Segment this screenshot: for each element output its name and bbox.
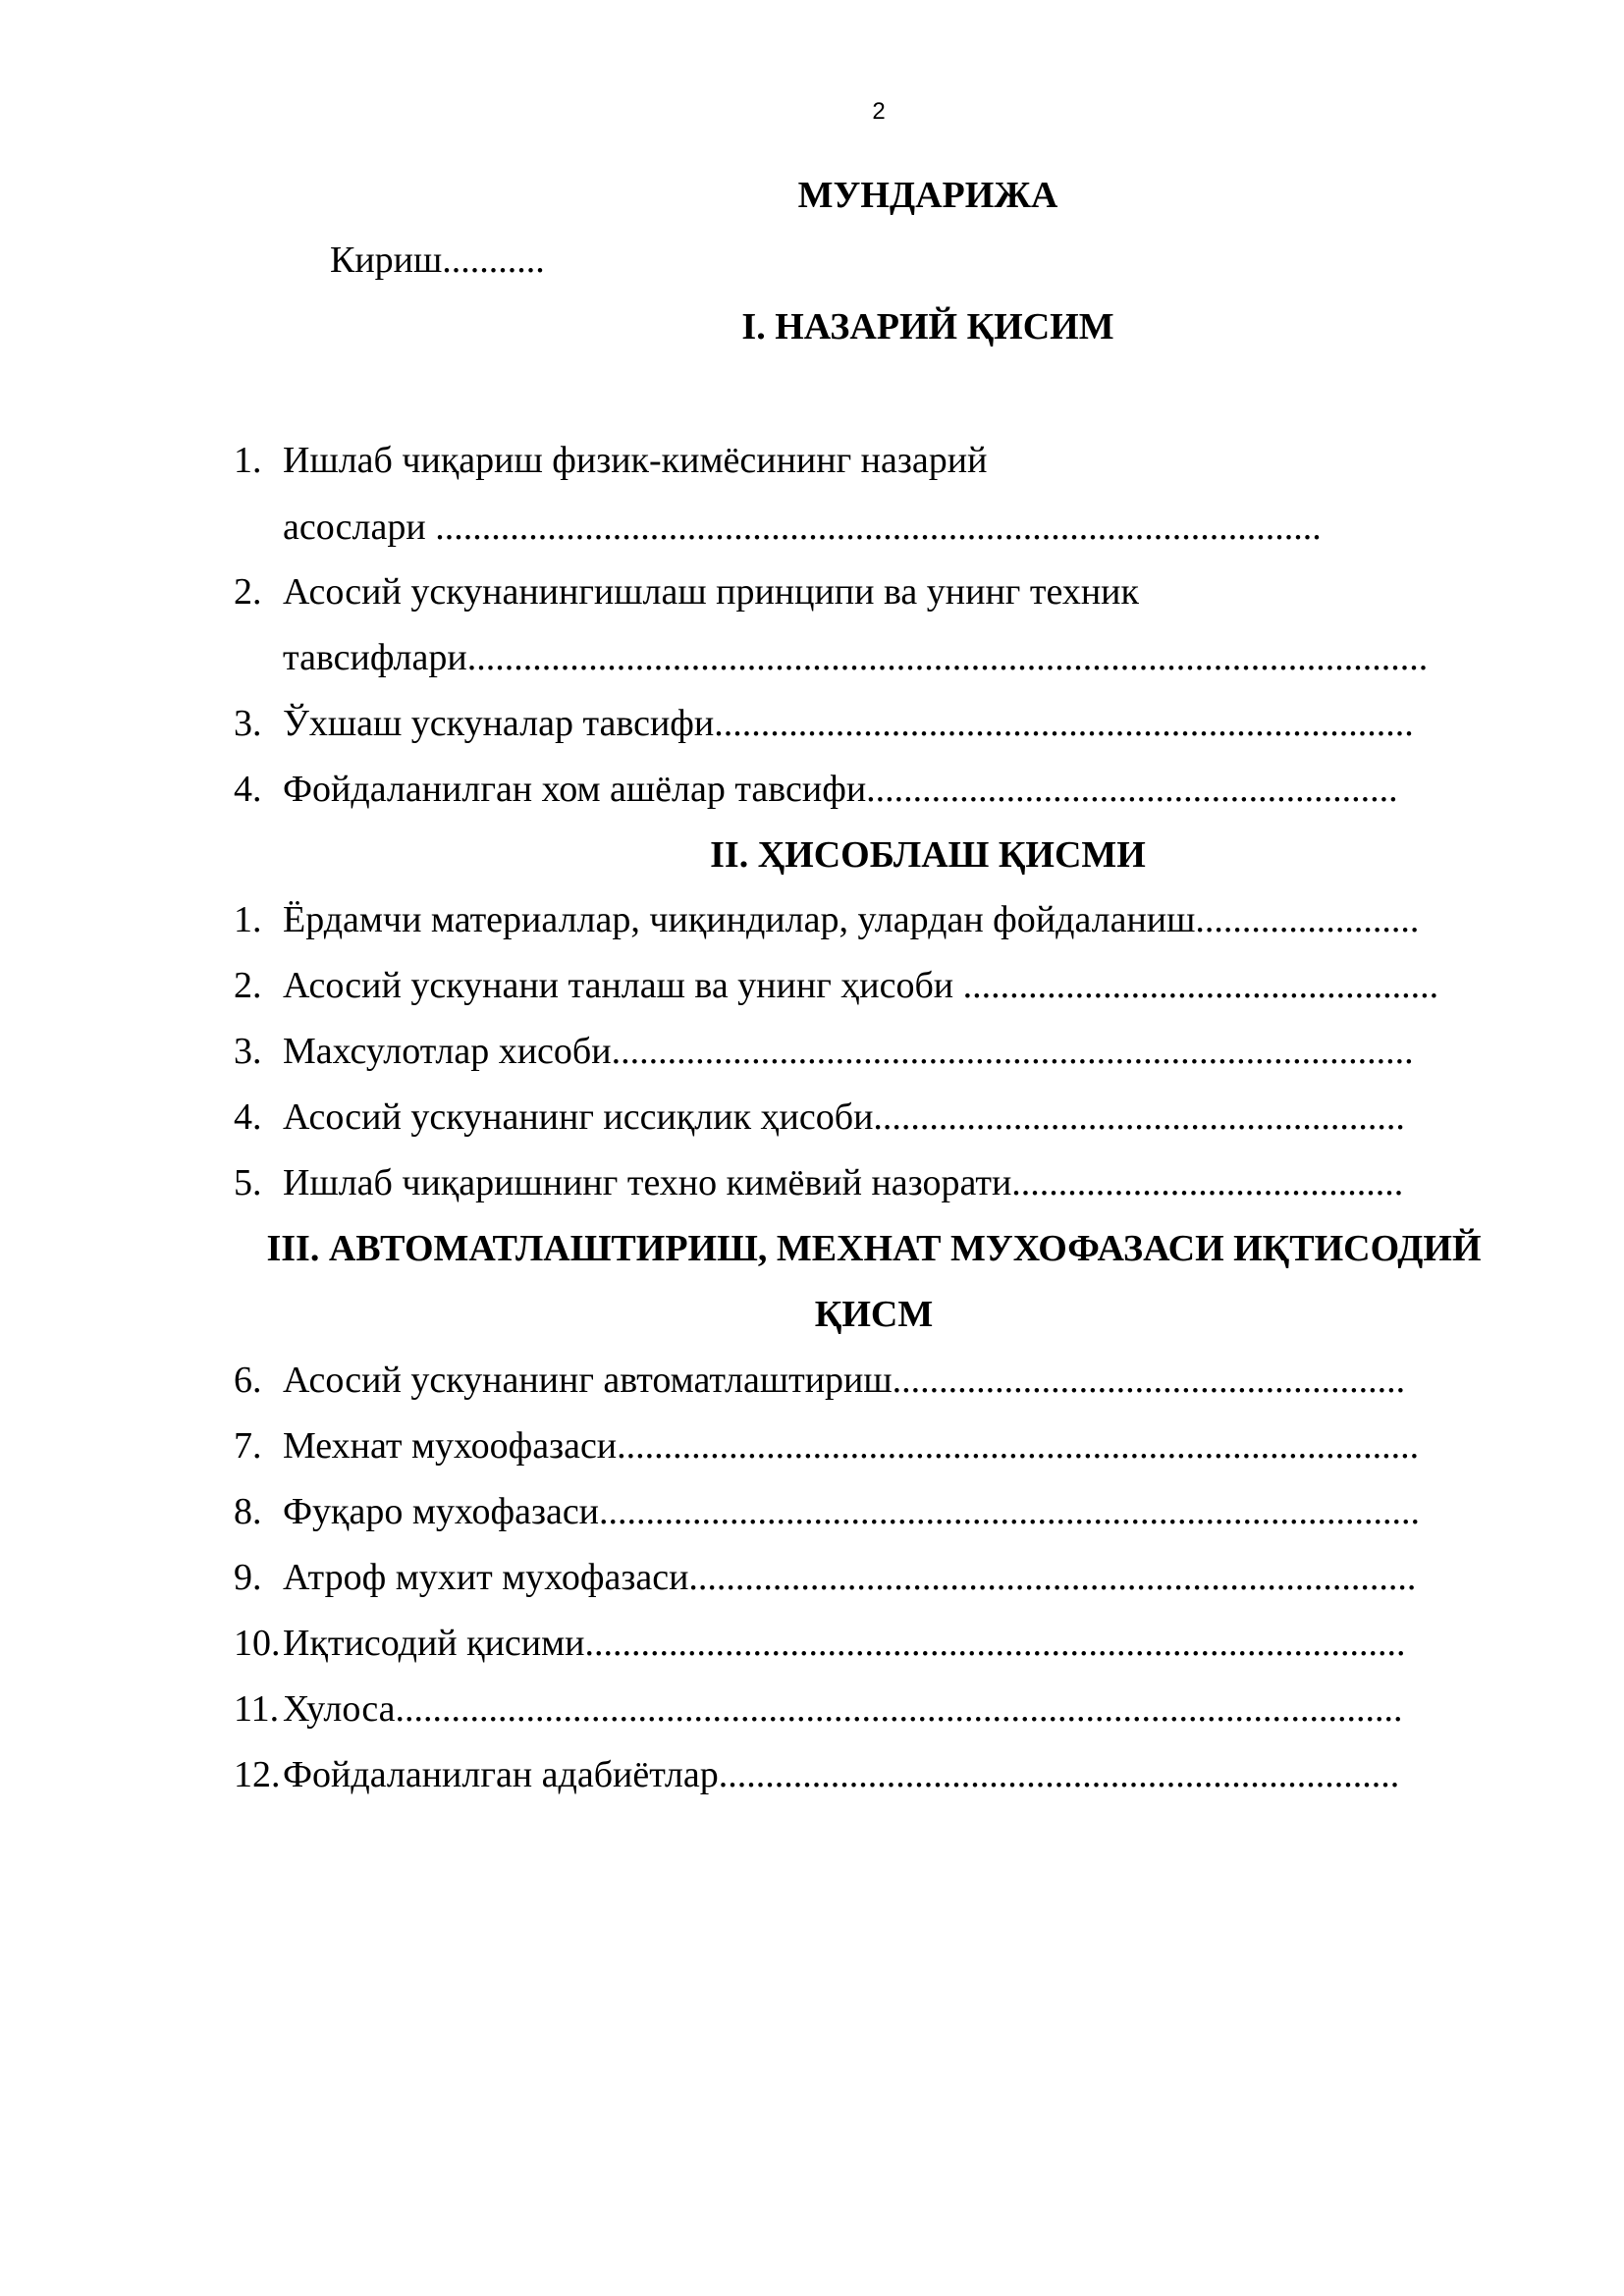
entry-text: Ишлаб чиқаришнинг техно кимёвий назорати.......................................... — [283, 1162, 1404, 1203]
entry-number: 7. — [234, 1425, 262, 1467]
toc-entry — [234, 1493, 1420, 1530]
entry-number: 8. — [234, 1491, 262, 1532]
toc-entry — [234, 1559, 1416, 1596]
toc-entry — [234, 1362, 1405, 1399]
entry-number: 10. — [234, 1623, 281, 1664]
toc-entry — [234, 1098, 1405, 1136]
entry-number: 4. — [234, 1096, 262, 1138]
entry-number: 1. — [234, 899, 262, 940]
entry-number: 6. — [234, 1360, 262, 1401]
entry-text: тавсифлари....................................................................................................... — [283, 637, 1429, 678]
entry-number: 4. — [234, 769, 262, 810]
entry-text: Хулоса............................................................................................................ — [283, 1688, 1403, 1730]
entry-text: Ўхшаш ускуналар тавсифи........................................................................... — [283, 703, 1414, 744]
entry-number: 3. — [234, 703, 262, 744]
toc-entry — [234, 1164, 1403, 1201]
entry-text: Мехнат мухоофазаси...................................................................................... — [283, 1425, 1420, 1467]
entry-number: 3. — [234, 1031, 262, 1072]
entry-text: Асосий ускунанинг иссиқлик ҳисоби......................................................... — [283, 1096, 1405, 1138]
entry-text: Фойдаланилган адабиётлар......................................................................... — [283, 1754, 1400, 1795]
section-1-heading: I. НАЗАРИЙ ҚИСИМ — [741, 306, 1114, 347]
entry-number: 11. — [234, 1688, 280, 1730]
toc-entry-continuation — [283, 508, 1322, 546]
toc-entry — [234, 1690, 1403, 1728]
entry-text: Асосий ускунанинг автоматлаштириш....................................................... — [283, 1360, 1406, 1401]
entry-text: Атроф мухит мухофазаси.............................................................................. — [283, 1557, 1417, 1598]
toc-entry — [234, 1756, 1399, 1793]
entry-text: Фойдаланилган хом ашёлар тавсифи......................................................... — [283, 769, 1398, 810]
entry-number: 9. — [234, 1557, 262, 1598]
entry-number: 12. — [234, 1754, 281, 1795]
entry-number: 1. — [234, 440, 262, 481]
toc-entry — [234, 1625, 1406, 1662]
toc-entry — [234, 1033, 1414, 1070]
page-number: 2 — [872, 98, 886, 125]
document-title: МУНДАРИЖА — [797, 175, 1058, 216]
toc-entry — [234, 442, 987, 479]
entry-text: Асосий ускунани танлаш ва унинг ҳисоби ................................................... — [283, 965, 1439, 1006]
entry-text: Ёрдамчи материаллар, чиқиндилар, улардан фойдаланиш........................ — [283, 899, 1420, 940]
toc-entry — [234, 771, 1398, 808]
toc-entry — [234, 573, 1139, 611]
toc-entry — [234, 967, 1438, 1004]
section-3-heading-continuation: ҚИСМ — [814, 1294, 934, 1335]
section-2-heading: II. ҲИСОБЛАШ ҚИСМИ — [710, 834, 1146, 876]
entry-number: 2. — [234, 571, 262, 613]
entry-text: Махсулотлар хисоби...................................................................................... — [283, 1031, 1414, 1072]
toc-entry — [234, 1427, 1419, 1465]
entry-number: 5. — [234, 1162, 262, 1203]
entry-number: 2. — [234, 965, 262, 1006]
toc-entry-continuation — [283, 639, 1428, 676]
entry-text: Ишлаб чиқариш физик-кимёсининг назарий — [283, 440, 988, 481]
toc-entry — [234, 901, 1419, 938]
section-3-heading: III. АВТОМАТЛАШТИРИШ, МЕХНАТ МУХОФАЗАСИ ИҚТИСОДИЙ — [266, 1228, 1482, 1269]
entry-text: Иқтисодий қисими........................................................................................ — [283, 1623, 1406, 1664]
toc-entry — [234, 705, 1414, 742]
entry-text: Фуқаро мухофазаси........................................................................................ — [283, 1491, 1421, 1532]
entry-text: Асосий ускунанингишлаш принципи ва унинг техник — [283, 571, 1139, 613]
entry-text: асослари ............................................................................................... — [283, 507, 1322, 548]
intro-entry: Кириш........... — [330, 240, 545, 281]
